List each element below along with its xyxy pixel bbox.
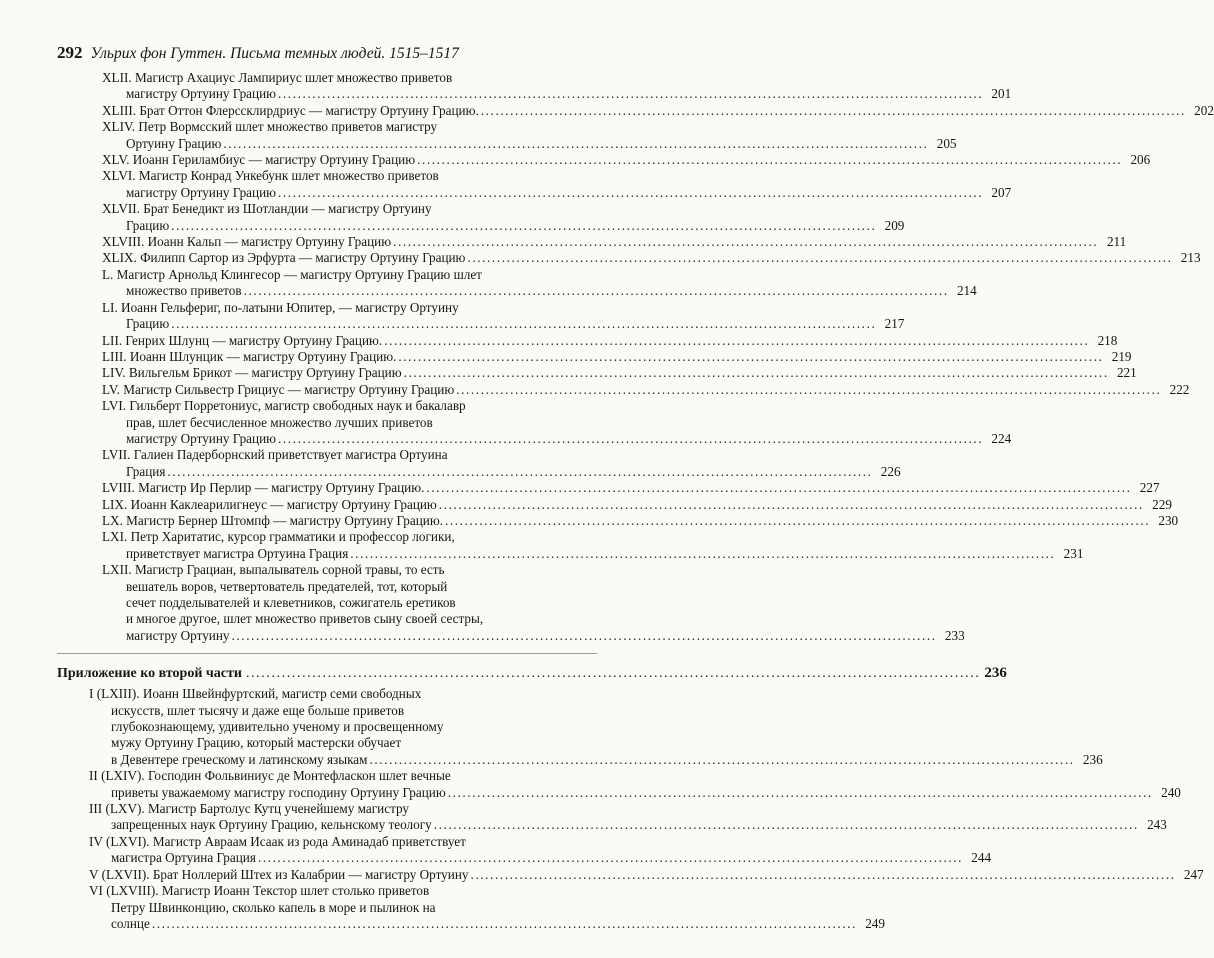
table-of-contents (0, 70, 1214, 932)
dot-leader: ................................................................................................................................................ (447, 784, 1153, 800)
entry-page-number: 240 (1161, 784, 1181, 800)
entry-final-line (0, 512, 1179, 529)
entry-title-text: приветствует магистра Ортуина Грация (126, 545, 349, 561)
toc-entry[interactable] (0, 833, 992, 867)
toc-entry[interactable] (0, 250, 1201, 266)
entry-title-text: Грация (126, 463, 166, 479)
entry-page-number: 201 (991, 86, 1012, 102)
entry-title-line: I (LXIII). Иоанн Швейнфуртский, магистр семи свободных (89, 686, 422, 702)
toc-entry[interactable] (0, 152, 1151, 168)
dot-leader: ................................................................................................................................................ (393, 234, 1099, 250)
entry-page-number: 221 (1116, 365, 1137, 381)
entry-page-number: 217 (884, 316, 905, 332)
entry-page-number: 249 (865, 915, 885, 931)
toc-entry[interactable] (0, 512, 1179, 529)
entry-title-line: вешатель воров, четвертователь предателей, тот, который (126, 578, 448, 594)
entry-page-number: 231 (1063, 545, 1084, 561)
toc-entry[interactable] (0, 332, 1118, 349)
toc-entry[interactable] (0, 801, 1167, 834)
entry-page-number: 206 (1130, 152, 1151, 168)
entry-title-line: XLVII. Брат Бенедикт из Шотландии — магистру Ортуину (102, 201, 432, 217)
entry-title-line: III (LXV). Магистр Бартолус Кутц ученейшему магистру (89, 801, 410, 817)
entry-page-number: 224 (991, 430, 1012, 446)
toc-entry[interactable] (0, 348, 1132, 365)
appendix-heading[interactable] (0, 664, 1007, 683)
entry-final-line (0, 784, 1181, 801)
entry-page-number: 222 (1169, 381, 1190, 397)
entry-final-line (0, 463, 901, 480)
entry-page-number: 219 (1111, 348, 1132, 364)
entry-title-text: запрещенных наук Ортуину Грацию, кельнскому теологу (111, 817, 432, 833)
entry-title-line: искусств, шлет тысячу и даже еще больше приветов (111, 702, 405, 718)
entry-final-line (0, 850, 992, 866)
entry-title-line: XLII. Магистр Ахациус Лампириус шлет множество приветов (102, 70, 453, 85)
appendix-page: 236 (984, 665, 1007, 682)
entry-page-number: 226 (880, 463, 901, 479)
entry-final-line (0, 348, 1132, 365)
entry-final-line (0, 234, 1127, 250)
entry-final-line (0, 332, 1118, 349)
entry-title-text: в Девентере греческому и латинскому языкам (111, 751, 368, 767)
entry-title-text: XLIII. Брат Оттон Флерссклирдриус — магистру Ортуину Грацию. (102, 102, 479, 118)
entry-page-number: 202 (1194, 102, 1214, 118)
entry-final-line (0, 365, 1137, 381)
entry-title-line: IV (LXVI). Магистр Авраам Исаак из рода Аминадаб приветствует (89, 833, 466, 849)
entry-final-line (0, 250, 1201, 266)
entry-final-line (0, 480, 1160, 496)
dot-leader: ................................................................................................................................................ (278, 430, 984, 446)
entry-title-line: и многое другое, шлет множество приветов сыну своей сестры, (126, 611, 484, 627)
toc-entry[interactable] (0, 381, 1190, 398)
entry-page-number: 205 (936, 135, 957, 151)
dot-leader: ................................................................................................................................................ (467, 250, 1173, 266)
entry-title-line: прав, шлет бесчисленное множество лучших приветов (126, 414, 433, 430)
entry-title-text: магистру Ортуину Грацию (126, 86, 277, 102)
entry-title-text: магистру Ортуину (126, 627, 230, 643)
entry-title-text: LIX. Иоанн Каклеарилигнеус — магистру Ортуину Грацию (102, 496, 437, 512)
toc-entry[interactable] (0, 266, 977, 300)
dot-leader: ................................................................................................................................................ (444, 512, 1151, 528)
entry-final-line (0, 381, 1190, 398)
dot-leader: ................................................................................................................................................ (369, 751, 1075, 767)
toc-entry[interactable] (0, 234, 1127, 250)
toc-entry[interactable] (0, 768, 1181, 801)
toc-entry[interactable] (0, 562, 965, 644)
entry-final-line (0, 102, 1214, 119)
entry-title-line: Петру Швинконцию, сколько капель в море и пылинок на (111, 899, 436, 915)
dot-leader: ................................................................................................................................................ (245, 666, 981, 682)
toc-entry[interactable] (0, 496, 1172, 513)
entry-title-text: Грацию (126, 316, 170, 332)
entry-title-text: LIII. Иоанн Шлунцик — магистру Ортуину Грацию. (102, 348, 397, 364)
entry-page-number: 207 (991, 184, 1012, 200)
entry-page-number: 227 (1139, 480, 1160, 496)
entry-title-text: магистра Ортуина Грация (111, 850, 256, 866)
dot-leader: ................................................................................................................................................ (231, 627, 937, 643)
entry-title-text: LVIII. Магистр Ир Перлир — магистру Ортуину Грацию. (102, 480, 425, 496)
entry-page-number: 247 (1183, 866, 1204, 882)
entry-final-line (0, 627, 965, 644)
dot-leader: ................................................................................................................................................ (417, 152, 1123, 168)
dot-leader: ................................................................................................................................................ (433, 817, 1139, 833)
running-header (57, 43, 597, 64)
entry-page-number: 236 (1082, 751, 1103, 767)
dot-leader: ................................................................................................................................................ (278, 86, 984, 102)
entry-page-number: 209 (884, 217, 905, 233)
entry-page-number: 230 (1158, 512, 1179, 528)
toc-entry[interactable] (0, 119, 957, 152)
dot-leader: ................................................................................................................................................ (167, 463, 873, 479)
running-title: Ульрих фон Гуттен. Письма темных людей. 1515–1517 (90, 45, 459, 62)
dot-leader: ................................................................................................................................................ (470, 866, 1176, 882)
entry-page-number: 214 (956, 283, 977, 299)
entry-final-line (0, 545, 1084, 562)
entry-title-text: множество приветов (126, 283, 242, 299)
entry-title-line: L. Магистр Арнольд Клингесор — магистру Ортуину Грацию шлет (102, 266, 482, 282)
entry-final-line (0, 316, 905, 332)
dot-leader: ................................................................................................................................................ (350, 545, 1056, 561)
entry-title-text: LII. Генрих Шлунц — магистру Ортуину Грацию. (102, 332, 383, 348)
toc-appendix-letters (0, 686, 1204, 932)
entry-page-number: 229 (1152, 496, 1172, 512)
dot-leader: ................................................................................................................................................ (151, 915, 857, 931)
entry-title-text: XLVIII. Иоанн Кальп — магистру Ортуину Грацию (102, 234, 392, 250)
entry-final-line (0, 184, 1012, 201)
toc-entry[interactable] (0, 686, 1103, 768)
entry-title-text: Грацию (126, 217, 170, 233)
dot-leader: ................................................................................................................................................ (243, 283, 949, 299)
entry-title-line: LVII. Галиен Падерборнский приветствует магистра Ортуина (102, 447, 448, 463)
entry-title-text: XLV. Иоанн Гериламбиус — магистру Ортуину Грацию (102, 152, 416, 168)
entry-title-line: LI. Иоанн Гельфериг, по-латыни Юпитер, — магистру Ортуину (102, 299, 459, 315)
toc-entry[interactable] (0, 365, 1137, 381)
toc-entry[interactable] (0, 70, 1012, 103)
dot-leader: ................................................................................................................................................ (426, 480, 1132, 496)
entry-title-line: LVI. Гильберт Порретониус, магистр свободных наук и бакалавр (102, 398, 466, 414)
entry-page-number: 218 (1097, 332, 1118, 348)
entry-title-line: II (LXIV). Господин Фольвиниус де Монтефласкон шлет вечные (89, 768, 451, 784)
toc-entry[interactable] (0, 168, 1012, 201)
entry-title-text: LV. Магистр Сильвестр Грициус — магистру Ортуину Грацию (102, 381, 455, 397)
dot-leader: ................................................................................................................................................ (223, 135, 929, 151)
entry-title-line: мужу Ортуину Грацию, который мастерски обучает (111, 735, 402, 751)
entry-final-line (0, 86, 1012, 102)
entry-final-line (0, 866, 1204, 883)
toc-entry[interactable] (0, 480, 1160, 496)
entry-title-line: VI (LXVIII). Магистр Иоанн Текстор шлет столько приветов (89, 883, 430, 899)
dot-leader: ................................................................................................................................................ (456, 381, 1162, 397)
toc-entry[interactable] (0, 883, 885, 932)
entry-title-text: магистру Ортуину Грацию (126, 184, 277, 200)
entry-title-line: глубокознающему, удивительно ученому и просвещенному (111, 719, 444, 735)
entry-title-text: магистру Ортуину Грацию (126, 430, 277, 446)
entry-title-text: приветы уважаемому магистру господину Ортуину Грацию (111, 784, 446, 800)
toc-entry[interactable] (0, 102, 1214, 119)
toc-entry[interactable] (0, 398, 1012, 447)
entry-title-text: V (LXVII). Брат Ноллерий Штех из Калабрии — магистру Ортуину (89, 866, 469, 882)
entry-final-line (0, 217, 905, 234)
dot-leader: ................................................................................................................................................ (278, 184, 984, 200)
toc-part-two-letters (0, 70, 1214, 644)
dot-leader: ................................................................................................................................................ (257, 850, 964, 866)
section-divider (57, 653, 597, 654)
entry-title-text: солнце (111, 915, 150, 931)
entry-title-line: LXII. Магистр Грациан, выпалыватель сорной травы, то есть (102, 562, 445, 578)
entry-title-line: XLVI. Магистр Конрад Ункебунк шлет множество приветов (102, 168, 439, 184)
toc-entry[interactable] (0, 529, 1084, 562)
entry-title-text: XLIX. Филипп Сартор из Эрфурта — магистру Ортуину Грацию (102, 250, 466, 266)
dot-leader: ................................................................................................................................................ (384, 332, 1090, 348)
toc-entry[interactable] (0, 299, 905, 333)
entry-title-line: XLIV. Петр Вормсский шлет множество приветов магистру (102, 119, 438, 135)
appendix-title: Приложение ко второй части (57, 666, 242, 682)
entry-page-number: 211 (1106, 234, 1127, 250)
entry-page-number: 213 (1180, 250, 1201, 266)
entry-final-line (0, 751, 1103, 768)
entry-page-number: 243 (1147, 817, 1167, 833)
entry-final-line (0, 135, 957, 152)
toc-entry[interactable] (0, 201, 905, 234)
entry-final-line (0, 496, 1172, 513)
entry-final-line (0, 152, 1151, 168)
entry-title-text: LIV. Вильгельм Брикот — магистру Ортуину Грацию (102, 365, 402, 381)
dot-leader: ................................................................................................................................................ (480, 102, 1186, 118)
entry-page-number: 244 (971, 850, 992, 866)
dot-leader: ................................................................................................................................................ (398, 348, 1104, 364)
entry-final-line (0, 915, 885, 932)
dot-leader: ................................................................................................................................................ (403, 365, 1109, 381)
page-number: 292 (57, 43, 83, 62)
entry-title-line: LXI. Петр Харитатис, курсор грамматики и профессор логики, (102, 529, 455, 545)
entry-title-line: сечет подделывателей и клеветников, сожигатель еретиков (126, 595, 456, 610)
dot-leader: ................................................................................................................................................ (438, 496, 1144, 512)
entry-page-number: 233 (944, 627, 965, 643)
toc-entry[interactable] (0, 866, 1204, 883)
dot-leader: ................................................................................................................................................ (171, 316, 877, 332)
entry-final-line (0, 283, 977, 299)
entry-final-line (0, 430, 1012, 447)
entry-title-text: LX. Магистр Бернер Штомпф — магистру Ортуину Грацию. (102, 512, 443, 528)
entry-final-line (0, 817, 1167, 833)
entry-title-text: Ортуину Грацию (126, 135, 222, 151)
dot-leader: ................................................................................................................................................ (171, 217, 877, 233)
toc-entry[interactable] (0, 447, 901, 480)
